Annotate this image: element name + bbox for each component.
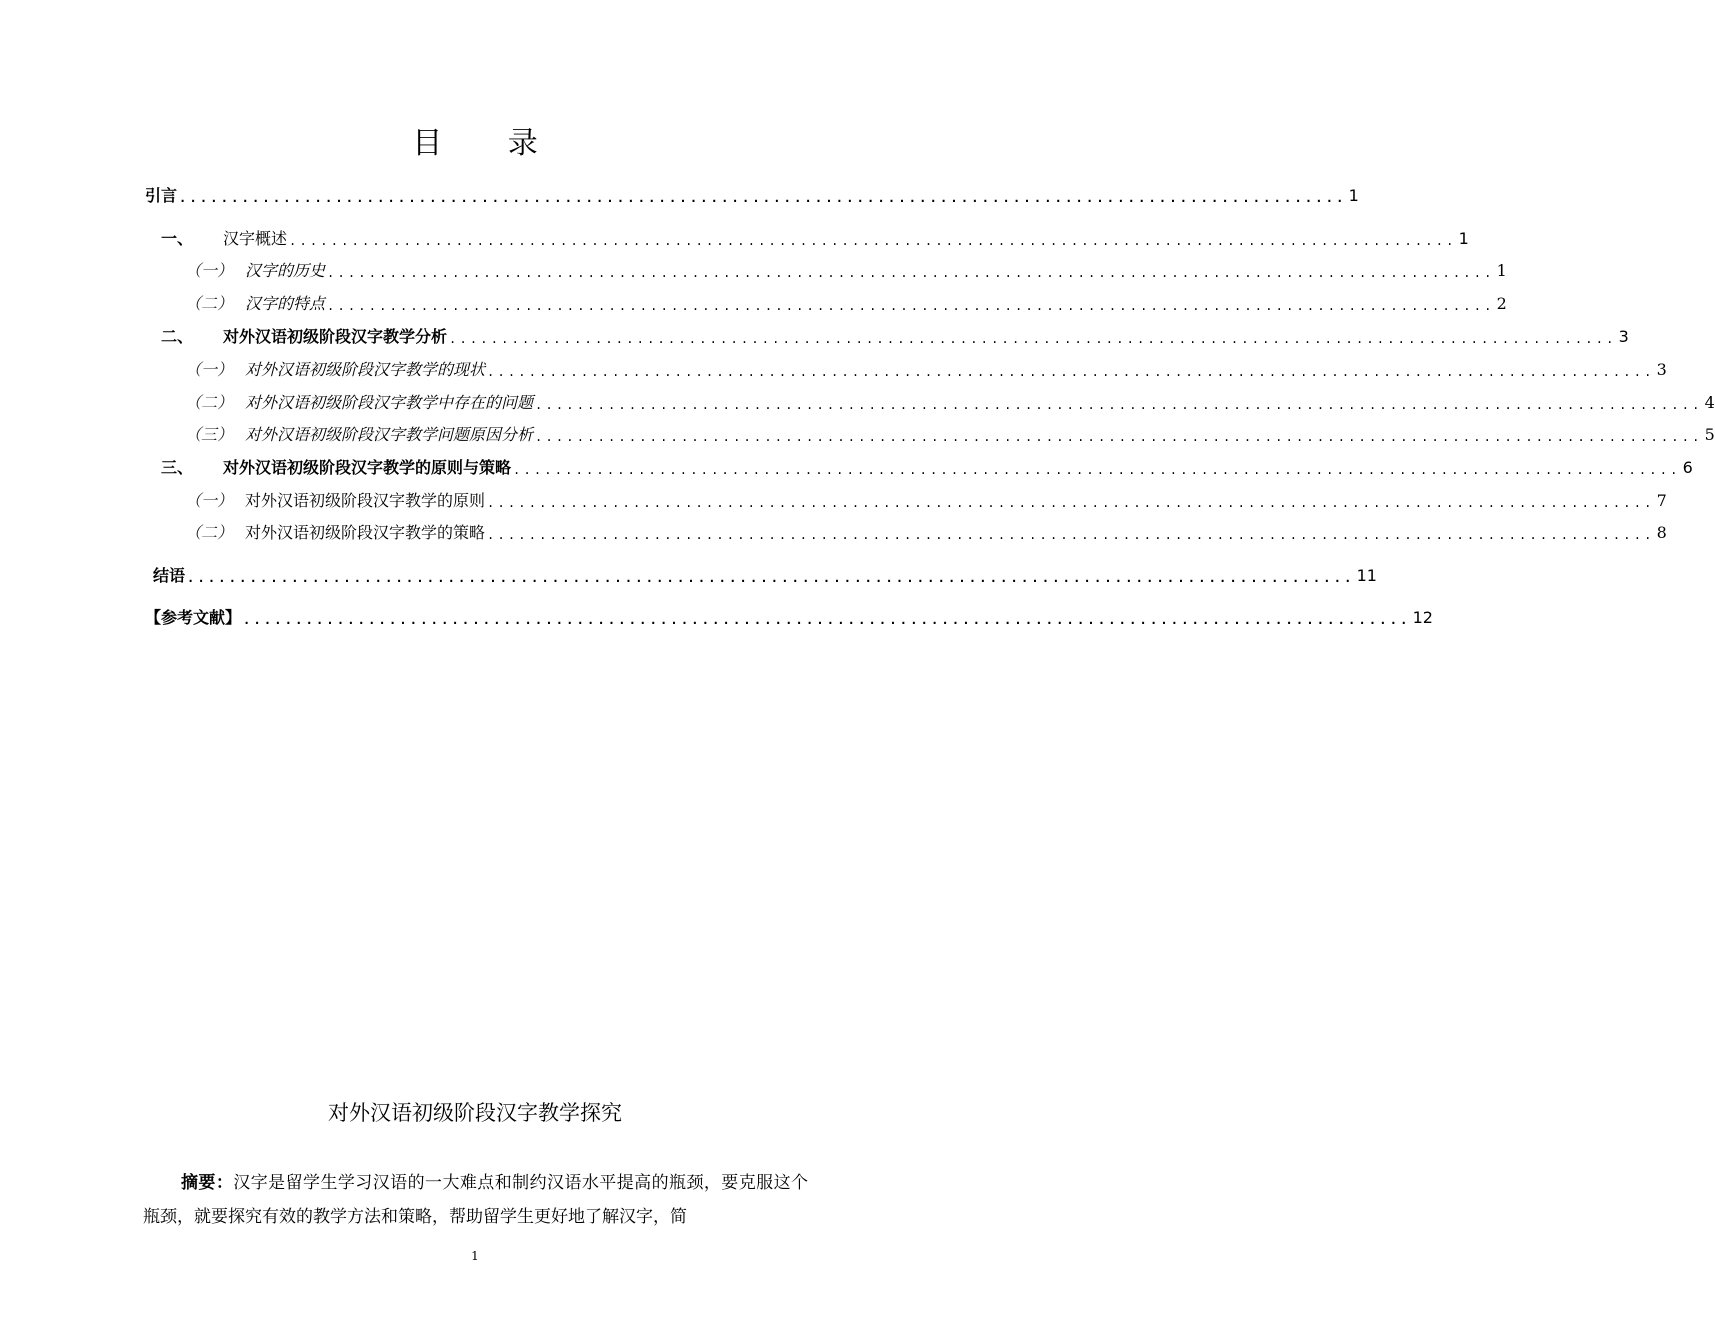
- toc-entry-prefix: （一）: [185, 491, 234, 510]
- toc-entry-section-2-3[interactable]: [185, 423, 1715, 447]
- toc-entry-page: 7: [1656, 491, 1667, 510]
- toc-entry-section-3[interactable]: [161, 456, 1693, 480]
- toc-entry-prefix: （一）: [185, 360, 234, 379]
- toc-entry-page: 5: [1704, 425, 1715, 444]
- toc-leader-dots: ................................................................................................................: [327, 266, 1495, 280]
- toc-entry-introduction[interactable]: [145, 184, 1359, 208]
- toc-entry-section-2[interactable]: [161, 325, 1629, 349]
- paper-title: 对外汉语初级阶段汉字教学探究: [328, 1101, 622, 1125]
- toc-entry-prefix: （一）: [185, 261, 234, 280]
- toc-leader-dots: ................................................................................................................: [487, 528, 1655, 542]
- toc-entry-label: 汉字概述: [223, 229, 288, 248]
- toc-entry-section-1[interactable]: [161, 227, 1469, 251]
- toc-leader-dots: ................................................................................................................: [243, 613, 1411, 627]
- toc-entry-label: 汉字的历史: [245, 261, 326, 280]
- toc-entry-page: 12: [1412, 608, 1433, 627]
- toc-entry-label: 对外汉语初级阶段汉字教学的现状: [245, 360, 486, 379]
- toc-entry-prefix: （三）: [185, 425, 234, 444]
- abstract-paragraph: [143, 1166, 808, 1234]
- toc-leader-dots: ................................................................................................................: [487, 496, 1655, 510]
- toc-leader-dots: ................................................................................................................: [535, 398, 1703, 412]
- toc-entry-page: 3: [1618, 327, 1629, 346]
- toc-entry-page: 6: [1682, 458, 1693, 477]
- toc-leader-dots: ................................................................................................................: [513, 463, 1681, 477]
- toc-entry-prefix: （二）: [185, 523, 234, 542]
- toc-entry-conclusion[interactable]: [153, 564, 1377, 588]
- toc-entry-label: 引言: [145, 186, 178, 205]
- abstract-label: 摘要：: [181, 1173, 234, 1193]
- toc-entry-prefix: 二、: [161, 327, 194, 346]
- toc-entry-label: 对外汉语初级阶段汉字教学的原则: [245, 491, 486, 510]
- toc-entry-prefix: 一、: [161, 229, 194, 248]
- page-number: 1: [471, 1249, 479, 1263]
- toc-entry-page: 4: [1704, 393, 1715, 412]
- toc-title: 目 录: [412, 126, 566, 161]
- toc-entry-section-1-1[interactable]: [185, 259, 1507, 283]
- toc-entry-label: 对外汉语初级阶段汉字教学分析: [223, 327, 448, 346]
- toc-leader-dots: ................................................................................................................: [327, 299, 1495, 313]
- toc-leader-dots: ................................................................................................................: [487, 365, 1655, 379]
- toc-entry-label: 【参考文献】: [145, 608, 242, 627]
- toc-entry-label: 结语: [153, 566, 186, 585]
- toc-entry-page: 1: [1496, 261, 1507, 280]
- toc-leader-dots: ................................................................................................................: [449, 332, 1617, 346]
- toc-leader-dots: ................................................................................................................: [535, 430, 1703, 444]
- toc-entry-section-1-2[interactable]: [185, 292, 1507, 316]
- toc-entry-page: 11: [1356, 566, 1377, 585]
- toc-leader-dots: ................................................................................................................: [289, 234, 1457, 248]
- toc-leader-dots: ................................................................................................................: [179, 191, 1347, 205]
- toc-entry-prefix: 三、: [161, 458, 194, 477]
- toc-entry-prefix: （二）: [185, 393, 234, 412]
- toc-entry-prefix: （二）: [185, 294, 234, 313]
- toc-entry-label: 汉字的特点: [245, 294, 326, 313]
- toc-entry-page: 8: [1656, 523, 1667, 542]
- toc-entry-label: 对外汉语初级阶段汉字教学的策略: [245, 523, 486, 542]
- toc-entry-references[interactable]: [145, 606, 1433, 630]
- toc-leader-dots: ................................................................................................................: [187, 571, 1355, 585]
- toc-entry-section-3-2[interactable]: [185, 521, 1667, 545]
- toc-entry-page: 2: [1496, 294, 1507, 313]
- toc-entry-label: 对外汉语初级阶段汉字教学的原则与策略: [223, 458, 512, 477]
- toc-entry-label: 对外汉语初级阶段汉字教学问题原因分析: [245, 425, 534, 444]
- toc-entry-page: 1: [1458, 229, 1469, 248]
- toc-entry-page: 3: [1656, 360, 1667, 379]
- abstract-text: 汉字是留学生学习汉语的一大难点和制约汉语水平提高的瓶颈，要克服这个瓶颈，就要探究有效的教学方法和策略，帮助留学生更好地了解汉字，简: [143, 1173, 809, 1227]
- toc-entry-section-3-1[interactable]: [185, 489, 1667, 513]
- toc-entry-page: 1: [1348, 186, 1359, 205]
- toc-entry-section-2-2[interactable]: [185, 391, 1715, 415]
- toc-entry-section-2-1[interactable]: [185, 358, 1667, 382]
- toc-entry-label: 对外汉语初级阶段汉字教学中存在的问题: [245, 393, 534, 412]
